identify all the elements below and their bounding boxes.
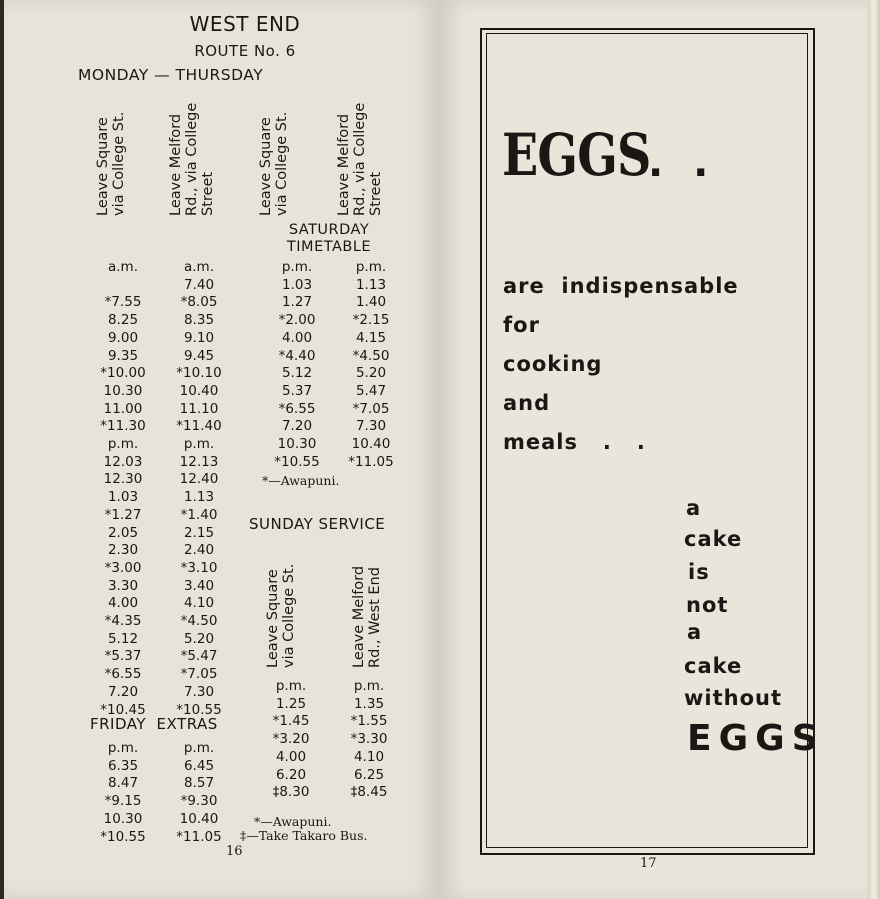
time-cell: *10.55 [100,828,146,845]
time-cell: 2.30 [107,542,139,559]
weekday-times-col-1 [88,259,158,719]
page-edge [868,0,880,899]
col-header-1: Leave Square via College St. [95,111,127,216]
time-cell: 1.03 [281,276,313,293]
time-cell: 1.35 [353,695,385,712]
time-cell: 10.40 [351,436,391,453]
time-cell: *4.40 [278,347,316,364]
page-number-16: 16 [226,844,243,859]
time-cell: 10.30 [103,382,143,399]
time-cell: *11.30 [100,418,146,435]
time-cell: 2.15 [183,524,215,541]
time-cell: p.m. [107,436,139,453]
time-cell: 2.40 [183,542,215,559]
time-cell: 3.40 [183,577,215,594]
time-cell: 10.40 [179,382,219,399]
time-cell: 10.40 [179,810,219,827]
ad-stack-6: cake [684,654,743,678]
time-cell: *3.20 [272,731,310,748]
time-cell: *4.50 [352,347,390,364]
time-cell: *8.05 [180,294,218,311]
time-cell: p.m. [355,259,387,275]
col-header-3: Leave Square via College St. [258,111,290,216]
time-cell: *6.55 [278,400,316,417]
time-cell: 11.10 [179,400,219,417]
time-cell: 9.45 [183,347,215,364]
friday-times-col-2 [164,740,234,846]
time-cell: p.m. [281,259,313,275]
time-cell: 10.30 [277,436,317,453]
time-cell: 5.20 [355,365,387,382]
time-cell: 2.05 [107,524,139,541]
time-cell: *10.55 [274,453,320,470]
time-cell: *3.10 [180,559,218,576]
time-cell: 1.13 [355,276,387,293]
ad-closing-eggs: EGGS [687,718,825,759]
time-cell: 4.10 [353,748,385,765]
time-cell: 10.30 [103,810,143,827]
saturday-subtitle: TIMETABLE [286,239,372,255]
time-cell: a.m. [183,259,214,275]
time-cell: *9.15 [104,793,142,810]
time-cell: 11.00 [103,400,143,417]
time-cell: *7.55 [104,294,142,311]
time-cell: 7.30 [183,683,215,700]
time-cell: p.m. [353,678,385,694]
ad-headline-dots: . . [648,140,717,186]
time-cell: *10.45 [100,701,146,718]
ad-headline: EGGS [502,121,651,189]
time-cell: 9.10 [183,329,215,346]
sunday-times-col-1 [256,678,326,802]
weekday-times-col-2 [164,259,234,719]
ad-line-2: for [503,313,540,337]
time-cell: 7.20 [281,418,313,435]
saturday-note: *—Awapuni. [262,473,340,488]
time-cell: 8.57 [183,775,215,792]
time-cell: *3.30 [350,731,388,748]
time-cell: *1.40 [180,506,218,523]
time-cell: *6.55 [104,666,142,683]
time-cell: *11.40 [176,418,222,435]
route-title: WEST END [189,12,301,36]
time-cell: ‡8.30 [272,784,310,801]
time-cell: *2.15 [352,312,390,329]
time-cell: 12.40 [179,471,219,488]
time-cell: *10.55 [176,701,222,718]
saturday-times-col-1 [262,259,332,471]
ad-stack-2: cake [684,527,743,551]
time-cell: 8.47 [107,775,139,792]
time-cell: 8.25 [107,312,139,329]
time-cell: 12.30 [103,471,143,488]
time-cell: 5.37 [281,382,313,399]
route-number: ROUTE No. 6 [194,42,296,60]
sunday-header-2: Leave Melford Rd., West End [351,565,383,668]
time-cell: 4.10 [183,595,215,612]
ad-stack-4: not [686,593,729,617]
time-cell: 12.03 [103,453,143,470]
time-cell: p.m. [183,740,215,756]
sunday-header-1: Leave Square via College St. [265,563,297,668]
time-cell: *10.00 [100,365,146,382]
time-cell: 5.20 [183,630,215,647]
page-number-17: 17 [640,856,657,871]
ad-line-4: and [503,391,551,415]
ad-stack-1: a [686,496,702,520]
col-header-4: Leave Melford Rd., via College Street [336,102,384,216]
time-cell: *4.35 [104,613,142,630]
ad-stack-7: without [684,686,783,710]
sunday-times-col-2 [334,678,404,802]
sunday-title: SUNDAY SERVICE [249,515,386,533]
time-cell: p.m. [183,436,215,453]
sunday-note-awapuni: *—Awapuni. [254,814,332,829]
time-cell: *11.05 [176,828,222,845]
days-heading: MONDAY — THURSDAY [78,66,264,84]
time-cell: *9.30 [180,793,218,810]
ad-line-1: are indispensable [503,274,739,298]
time-cell: 3.30 [107,577,139,594]
time-cell: *7.05 [180,666,218,683]
time-cell: 1.40 [355,294,387,311]
col-header-2: Leave Melford Rd., via College Street [168,102,216,216]
time-cell: *5.37 [104,648,142,665]
time-cell: *10.10 [176,365,222,382]
time-cell: *5.47 [180,648,218,665]
time-cell: *7.05 [352,400,390,417]
time-cell: *11.05 [348,453,394,470]
time-cell: 4.00 [107,595,139,612]
time-cell: 9.35 [107,347,139,364]
friday-title: FRIDAY EXTRAS [90,715,218,733]
ad-line-3: cooking [503,352,603,376]
time-cell: 4.00 [275,748,307,765]
ad-stack-5: a [687,620,703,644]
time-cell: 1.27 [281,294,313,311]
time-cell: *1.45 [272,713,310,730]
time-cell: 1.13 [183,489,215,506]
time-cell: 6.45 [183,757,215,774]
ad-line-5: meals . . [503,430,646,454]
time-cell: 6.35 [107,757,139,774]
time-cell: 5.47 [355,382,387,399]
time-cell: a.m. [107,259,138,275]
saturday-times-col-2 [336,259,406,471]
time-cell: 7.30 [355,418,387,435]
time-cell: *2.00 [278,312,316,329]
time-cell: 9.00 [107,329,139,346]
time-cell: 5.12 [107,630,139,647]
time-cell: 5.12 [281,365,313,382]
time-cell: p.m. [107,740,139,756]
time-cell: 6.20 [275,766,307,783]
time-cell: 4.00 [281,329,313,346]
time-cell: 1.25 [275,695,307,712]
time-cell: 8.35 [183,312,215,329]
time-cell [88,277,158,295]
friday-times-col-1 [88,740,158,846]
time-cell: 12.13 [179,453,219,470]
saturday-title: SATURDAY [288,222,370,238]
time-cell: 4.15 [355,329,387,346]
time-cell: 1.03 [107,489,139,506]
sunday-note-takaro: ‡—Take Takaro Bus. [240,828,368,843]
time-cell: 6.25 [353,766,385,783]
time-cell: 7.40 [183,276,215,293]
time-cell: *1.27 [104,506,142,523]
time-cell: *4.50 [180,613,218,630]
time-cell: 7.20 [107,683,139,700]
time-cell: ‡8.45 [350,784,388,801]
time-cell: *1.55 [350,713,388,730]
time-cell: p.m. [275,678,307,694]
ad-stack-3: is [688,560,710,584]
time-cell: *3.00 [104,559,142,576]
